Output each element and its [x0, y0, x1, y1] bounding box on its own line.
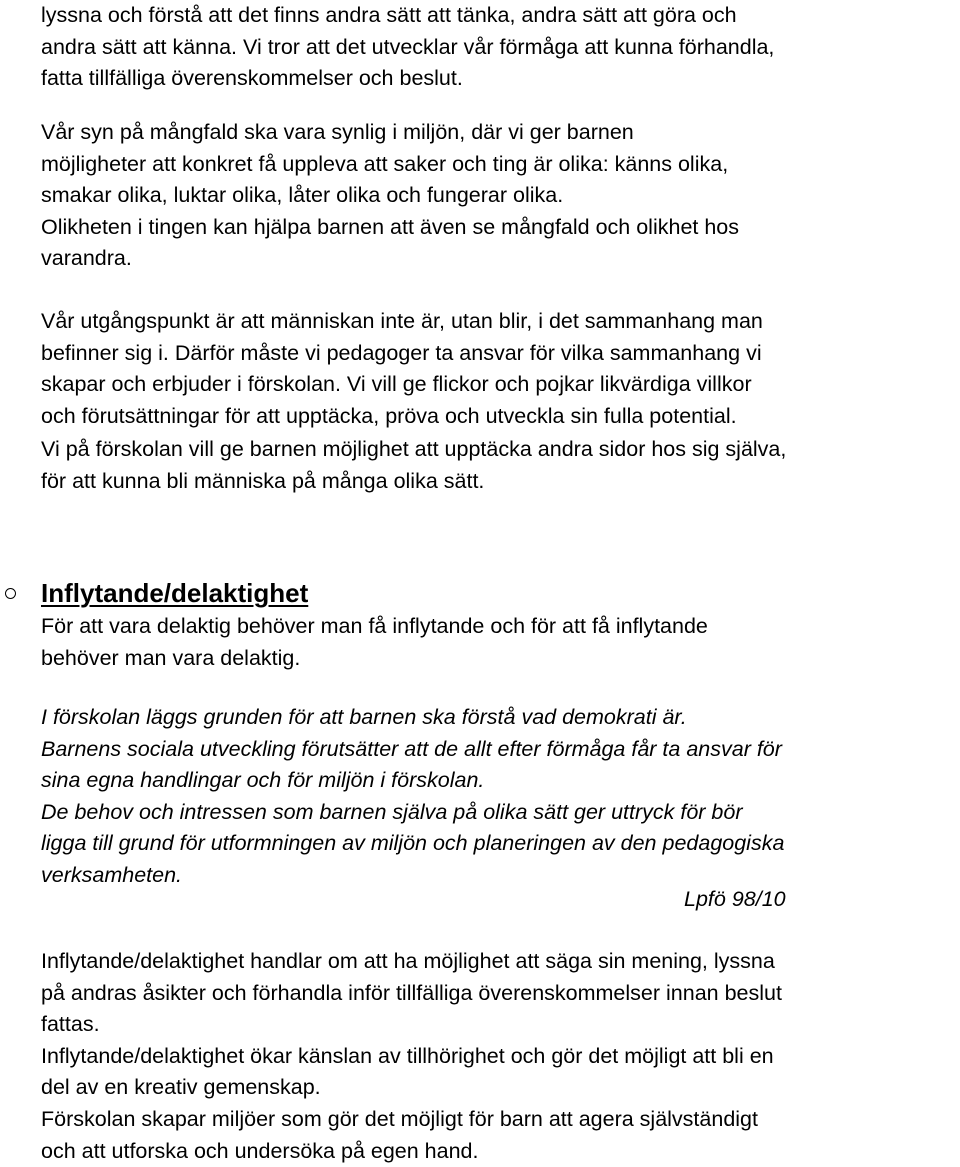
text-line: Barnens sociala utveckling förutsätter att de allt efter förmåga får ta ansvar för [41, 736, 782, 761]
text-line: Olikheten i tingen kan hjälpa barnen att även se mångfald och olikhet hos [41, 214, 740, 239]
text-line: sina egna handlingar och för miljön i förskolan. [41, 768, 485, 793]
text-line: verksamheten. [41, 862, 183, 887]
text-line: och förutsättningar för att upptäcka, pröva och utveckla sin fulla potential. [41, 403, 737, 428]
curriculum-quote [41, 702, 784, 892]
text-line: varandra. [41, 246, 132, 271]
text-line: och att utforska och undersöka på egen hand. [41, 1138, 479, 1163]
text-line: del av en kreativ gemenskap. [41, 1075, 321, 1100]
text-line: på andras åsikter och förhandla inför tillfälliga överenskommelser innan beslut [41, 980, 782, 1005]
text-line: fatta tillfälliga överenskommelser och beslut. [41, 66, 463, 91]
text-line: De behov och intressen som barnen själva på olika sätt ger uttryck för bör [41, 799, 743, 824]
text-line: befinner sig i. Därför måste vi pedagoger ta ansvar för vilka sammanhang vi [41, 340, 762, 365]
text-line: Vår utgångspunkt är att människan inte är, utan blir, i det sammanhang man [41, 309, 763, 333]
text-line: andra sätt att känna. Vi tror att det utvecklar vår förmåga att kunna förhandla, [41, 34, 775, 59]
paragraph-participation-intro [41, 611, 708, 674]
paragraph-diversity [41, 117, 739, 275]
text-line: Inflytande/delaktighet ökar känslan av tillhörighet och gör det möjligt att bli en [41, 1043, 774, 1068]
bullet-icon [5, 588, 16, 599]
text-line: för att kunna bli människa på många olika sätt. [41, 468, 485, 493]
text-line: skapar och erbjuder i förskolan. Vi vill ge flickor och pojkar likvärdiga villkor [41, 372, 752, 397]
paragraph-intro-continuation [41, 0, 774, 95]
text-line: lyssna och förstå att det finns andra sätt att tänka, andra sätt att göra och [41, 3, 737, 27]
text-line: ligga till grund för utformningen av miljön och planeringen av den pedagogiska [41, 831, 785, 856]
text-line: I förskolan läggs grunden för att barnen ska förstå vad demokrati är. [41, 705, 687, 729]
text-line: För att vara delaktig behöver man få inflytande och för att få inflytande [41, 614, 708, 638]
text-line: Inflytande/delaktighet handlar om att ha möjlighet att säga sin mening, lyssna [41, 949, 775, 973]
text-line: möjligheter att konkret få uppleva att saker och ting är olika: känns olika, [41, 151, 729, 176]
paragraph-starting-point [41, 306, 763, 432]
quote-citation: Lpfö 98/10 [684, 887, 786, 911]
text-line: smakar olika, luktar olika, låter olika och fungerar olika. [41, 183, 564, 208]
paragraph-preschool-opportunity [41, 434, 786, 497]
text-line: behöver man vara delaktig. [41, 645, 301, 670]
section-heading: Inflytande/delaktighet [41, 578, 309, 608]
text-line: fattas. [41, 1012, 100, 1037]
text-line: Vi på förskolan vill ge barnen möjlighet att upptäcka andra sidor hos sig själva, [41, 437, 787, 461]
text-line: Förskolan skapar miljöer som gör det möjligt för barn att agera självständigt [41, 1106, 758, 1131]
paragraph-participation-details [41, 946, 782, 1167]
text-line: Vår syn på mångfald ska vara synlig i miljön, där vi ger barnen [41, 120, 634, 144]
